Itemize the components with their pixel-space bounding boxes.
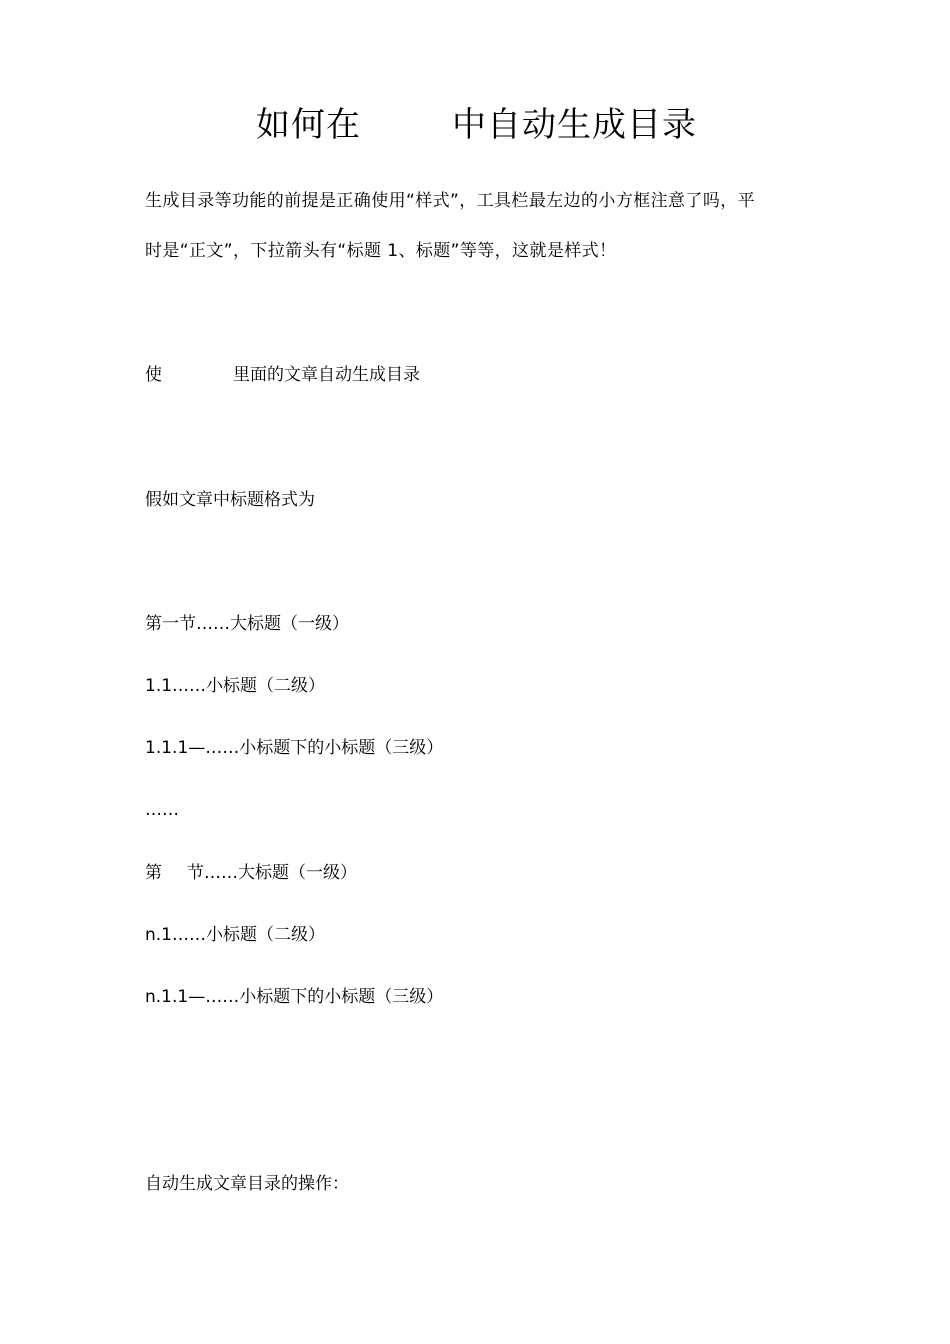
outline-item: 1.1……小标题（二级） (145, 676, 326, 696)
section-heading-prefix: 使 (145, 365, 162, 385)
format-intro: 假如文章中标题格式为 (145, 490, 315, 510)
outline-item: 第一节……大标题（一级） (145, 614, 349, 634)
outline-item: n.1……小标题（二级） (145, 925, 325, 945)
intro-line-1: 生成目录等功能的前提是正确使用“样式”，工具栏最左边的小方框注意了吗，平 (145, 191, 756, 211)
outline-item-n (145, 861, 357, 885)
intro-line-2: 时是“正文”，下拉箭头有“标题 1、标题”等等，这就是样式！ (145, 241, 617, 261)
outline-item: 1.1.1—……小标题下的小标题（三级） (145, 738, 444, 758)
title-part-2: 中自动生成目录 (452, 105, 697, 145)
section-heading-rest: 里面的文章自动生成目录 (233, 365, 420, 385)
outline-item-n-prefix: 第 (145, 863, 162, 883)
outline-ellipsis: …… (145, 800, 179, 820)
section-heading (145, 363, 420, 387)
operation-heading: 自动生成文章目录的操作： (145, 1174, 349, 1194)
document-title (0, 100, 950, 150)
outline-item-n-rest: 节……大标题（一级） (187, 863, 357, 883)
outline-item: n.1.1—……小标题下的小标题（三级） (145, 987, 444, 1007)
title-part-1: 如何在 (256, 105, 361, 145)
